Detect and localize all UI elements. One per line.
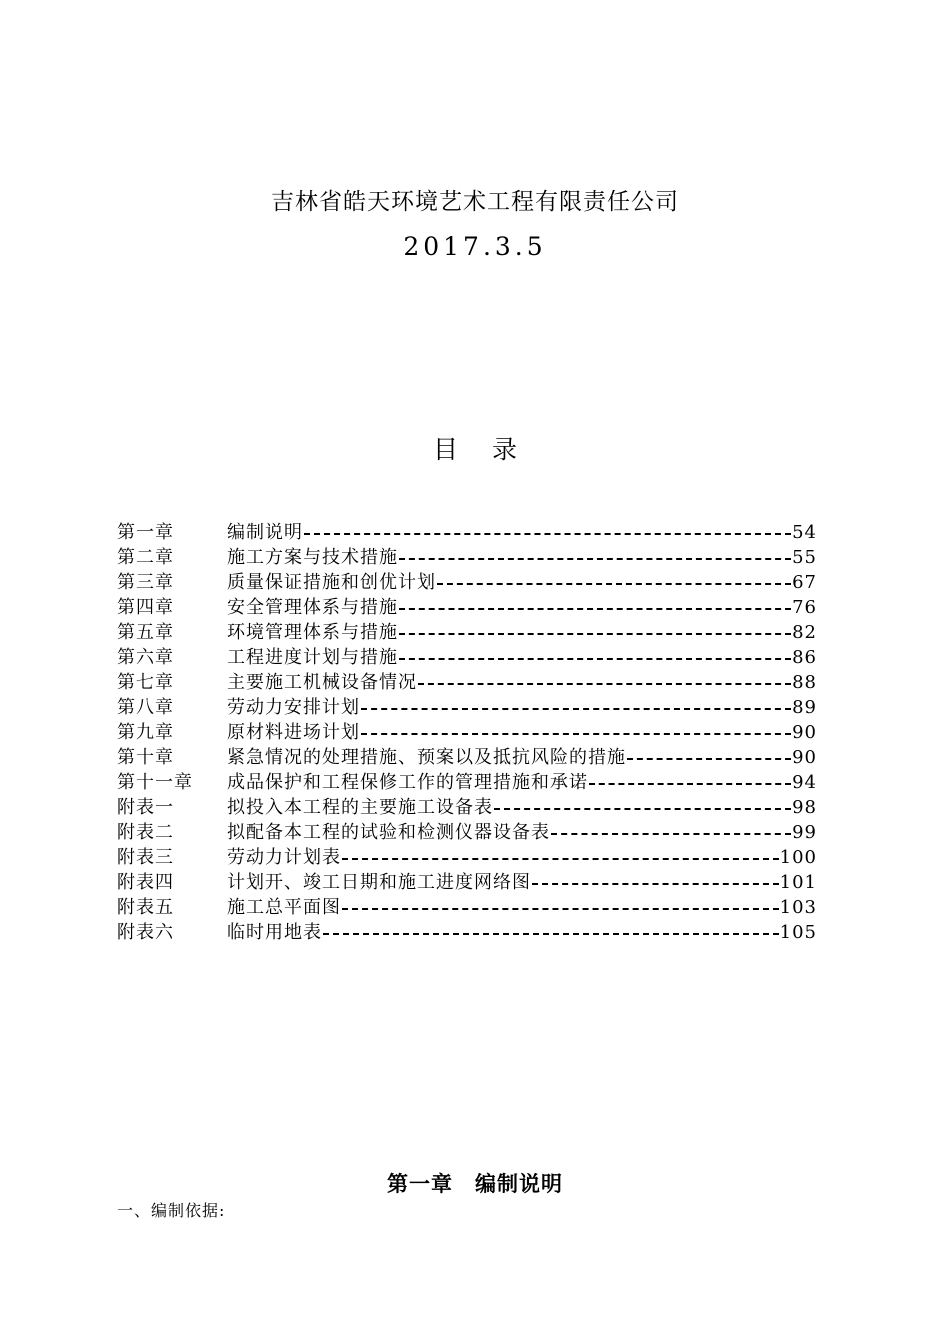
toc-entry[interactable] [117, 870, 817, 895]
toc-entry-chapter: 附表六 [117, 922, 174, 943]
chapter-heading: 第一章 编制说明 [387, 1171, 563, 1196]
toc-entry-page: 100 [779, 847, 817, 868]
toc-entry-title: 临时用地表 [227, 922, 322, 943]
toc-entry-title: 编制说明 [227, 522, 303, 543]
toc-dot-leader [494, 795, 791, 820]
toc-entry-chapter: 第一章 [117, 522, 174, 543]
table-of-contents [117, 520, 817, 945]
toc-entry[interactable] [117, 845, 817, 870]
toc-entry[interactable] [117, 595, 817, 620]
toc-entry-title: 计划开、竣工日期和施工进度网络图 [227, 872, 531, 893]
toc-entry[interactable] [117, 770, 817, 795]
toc-entry-page: 82 [792, 622, 817, 643]
toc-dot-leader [551, 820, 791, 845]
toc-entry-title: 施工方案与技术措施 [227, 547, 398, 568]
toc-entry-chapter: 第三章 [117, 572, 174, 593]
toc-entry-title: 原材料进场计划 [227, 722, 360, 743]
toc-entry-chapter: 第六章 [117, 647, 174, 668]
toc-dot-leader [532, 870, 779, 895]
toc-entry-title: 成品保护和工程保修工作的管理措施和承诺 [227, 772, 588, 793]
toc-dot-leader [323, 920, 779, 945]
toc-entry[interactable] [117, 620, 817, 645]
toc-entry-page: 88 [792, 672, 817, 693]
toc-entry-page: 90 [792, 722, 817, 743]
toc-dot-leader [399, 620, 791, 645]
toc-entry-title: 拟投入本工程的主要施工设备表 [227, 797, 493, 818]
toc-entry-chapter: 附表一 [117, 797, 174, 818]
toc-entry[interactable] [117, 745, 817, 770]
toc-entry-chapter: 附表五 [117, 897, 174, 918]
toc-entry-title: 质量保证措施和创优计划 [227, 572, 436, 593]
toc-entry[interactable] [117, 820, 817, 845]
toc-entry-chapter: 附表四 [117, 872, 174, 893]
toc-entry-title: 安全管理体系与措施 [227, 597, 398, 618]
toc-entry-chapter: 附表三 [117, 847, 174, 868]
toc-entry-chapter: 第九章 [117, 722, 174, 743]
toc-dot-leader [304, 520, 791, 545]
toc-entry[interactable] [117, 645, 817, 670]
toc-entry-page: 76 [792, 597, 817, 618]
toc-entry-page: 105 [779, 922, 817, 943]
toc-entry-page: 86 [792, 647, 817, 668]
toc-entry[interactable] [117, 920, 817, 945]
section-heading: 一、编制依据: [117, 1201, 226, 1220]
toc-entry-chapter: 第七章 [117, 672, 174, 693]
toc-entry-page: 67 [792, 572, 817, 593]
toc-entry[interactable] [117, 570, 817, 595]
toc-dot-leader [342, 895, 779, 920]
toc-entry-page: 101 [779, 872, 817, 893]
toc-entry[interactable] [117, 895, 817, 920]
toc-entry[interactable] [117, 670, 817, 695]
toc-entry[interactable] [117, 545, 817, 570]
toc-dot-leader [361, 720, 791, 745]
toc-entry-title: 紧急情况的处理措施、预案以及抵抗风险的措施 [227, 747, 626, 768]
company-name: 吉林省皓天环境艺术工程有限责任公司 [271, 189, 679, 215]
toc-dot-leader [399, 645, 791, 670]
toc-entry-page: 94 [792, 772, 817, 793]
toc-entry-title: 工程进度计划与措施 [227, 647, 398, 668]
toc-entry-chapter: 第四章 [117, 597, 174, 618]
toc-dot-leader [437, 570, 791, 595]
toc-title: 目录 [432, 435, 551, 464]
toc-entry-title: 环境管理体系与措施 [227, 622, 398, 643]
toc-entry-page: 99 [792, 822, 817, 843]
toc-dot-leader [399, 545, 791, 570]
toc-entry-chapter: 第二章 [117, 547, 174, 568]
toc-entry[interactable] [117, 520, 817, 545]
toc-dot-leader [342, 845, 779, 870]
document-date: 2017.3.5 [403, 232, 547, 261]
toc-entry-page: 103 [779, 897, 817, 918]
toc-entry-title: 施工总平面图 [227, 897, 341, 918]
toc-entry-page: 98 [792, 797, 817, 818]
toc-entry[interactable] [117, 695, 817, 720]
toc-entry-title: 主要施工机械设备情况 [227, 672, 417, 693]
toc-entry-page: 89 [792, 697, 817, 718]
toc-entry-chapter: 附表二 [117, 822, 174, 843]
toc-entry-chapter: 第五章 [117, 622, 174, 643]
toc-entry[interactable] [117, 795, 817, 820]
toc-dot-leader [399, 595, 791, 620]
toc-entry-page: 55 [792, 547, 817, 568]
toc-dot-leader [627, 745, 791, 770]
toc-entry[interactable] [117, 720, 817, 745]
toc-dot-leader [361, 695, 791, 720]
toc-entry-page: 90 [792, 747, 817, 768]
toc-entry-title: 劳动力安排计划 [227, 697, 360, 718]
toc-entry-title: 劳动力计划表 [227, 847, 341, 868]
toc-entry-chapter: 第十一章 [117, 772, 193, 793]
toc-entry-chapter: 第十章 [117, 747, 174, 768]
toc-dot-leader [418, 670, 791, 695]
toc-entry-title: 拟配备本工程的试验和检测仪器设备表 [227, 822, 550, 843]
toc-dot-leader [589, 770, 791, 795]
toc-entry-page: 54 [792, 522, 817, 543]
toc-entry-chapter: 第八章 [117, 697, 174, 718]
